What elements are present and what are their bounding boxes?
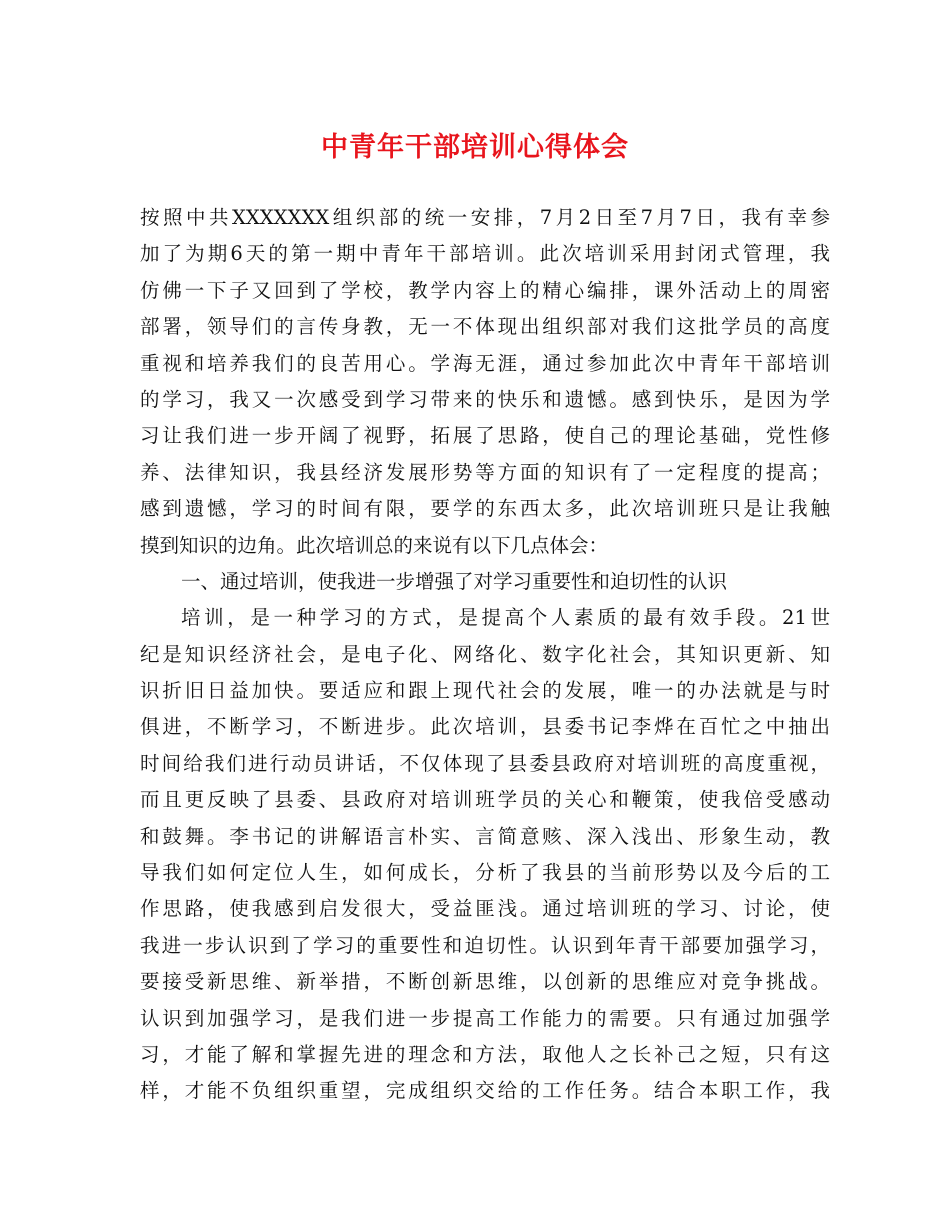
text-line: 加了为期6天的第一期中青年干部培训。此次培训采用封闭式管理，我 [140,242,830,266]
text-line: 要接受新思维、新举措，不断创新思维，以创新的思维应对竞争挑战。 [140,970,830,994]
text-line: 纪是知识经济社会，是电子化、网络化、数字化社会，其知识更新、知 [140,642,830,666]
text-line: 导我们如何定位人生，如何成长，分析了我县的当前形势以及今后的工 [140,861,830,885]
text-line: 俱进，不断学习，不断进步。此次培训，县委书记李烨在百忙之中抽出 [140,715,830,739]
text-line: 的学习，我又一次感受到学习带来的快乐和遗憾。感到快乐，是因为学 [140,387,830,411]
text-line: 时间给我们进行动员讲话，不仅体现了县委县政府对培训班的高度重视， [140,751,830,775]
text-line: 摸到知识的边角。此次培训总的来说有以下几点体会： [140,533,609,557]
text-line: 识折旧日益加快。要适应和跟上现代社会的发展，唯一的办法就是与时 [140,679,830,703]
text-line: 重视和培养我们的良苦用心。学海无涯，通过参加此次中青年干部培训 [140,351,830,375]
text-line: 养、法律知识，我县经济发展形势等方面的知识有了一定程度的提高； [140,460,830,484]
text-line: 仿佛一下子又回到了学校，教学内容上的精心编排，课外活动上的周密 [140,278,830,302]
document-body [140,200,830,1110]
text-line: 习让我们进一步开阔了视野，拓展了思路，使自己的理论基础，党性修 [140,424,830,448]
text-line: 感到遗憾，学习的时间有限，要学的东西太多，此次培训班只是让我触 [140,497,830,521]
text-line: 作思路，使我感到启发很大，受益匪浅。通过培训班的学习、讨论，使 [140,897,830,921]
text-line: 样，才能不负组织重望，完成组织交给的工作任务。结合本职工作，我 [140,1079,830,1103]
text-line: 认识到加强学习，是我们进一步提高工作能力的需要。只有通过加强学 [140,1006,830,1030]
document-title: 中青年干部培训心得体会 [321,132,629,163]
text-line: 我进一步认识到了学习的重要性和迫切性。认识到年青干部要加强学习， [140,933,830,957]
text-line: 部署，领导们的言传身教，无一不体现出组织部对我们这批学员的高度 [140,315,830,339]
text-line: 按照中共XXXXXXX组织部的统一安排，7月2日至7月7日，我有幸参 [140,206,830,229]
text-line: 习，才能了解和掌握先进的理念和方法，取他人之长补己之短，只有这 [140,1042,830,1066]
text-line: 而且更反映了县委、县政府对培训班学员的关心和鞭策，使我倍受感动 [140,788,830,812]
section-heading: 一、通过培训，使我进一步增强了对学习重要性和迫切性的认识 [181,569,728,593]
text-line: 培训，是一种学习的方式，是提高个人素质的最有效手段。21世 [181,606,830,630]
text-line: 和鼓舞。李书记的讲解语言朴实、言简意赅、深入浅出、形象生动，教 [140,824,830,848]
